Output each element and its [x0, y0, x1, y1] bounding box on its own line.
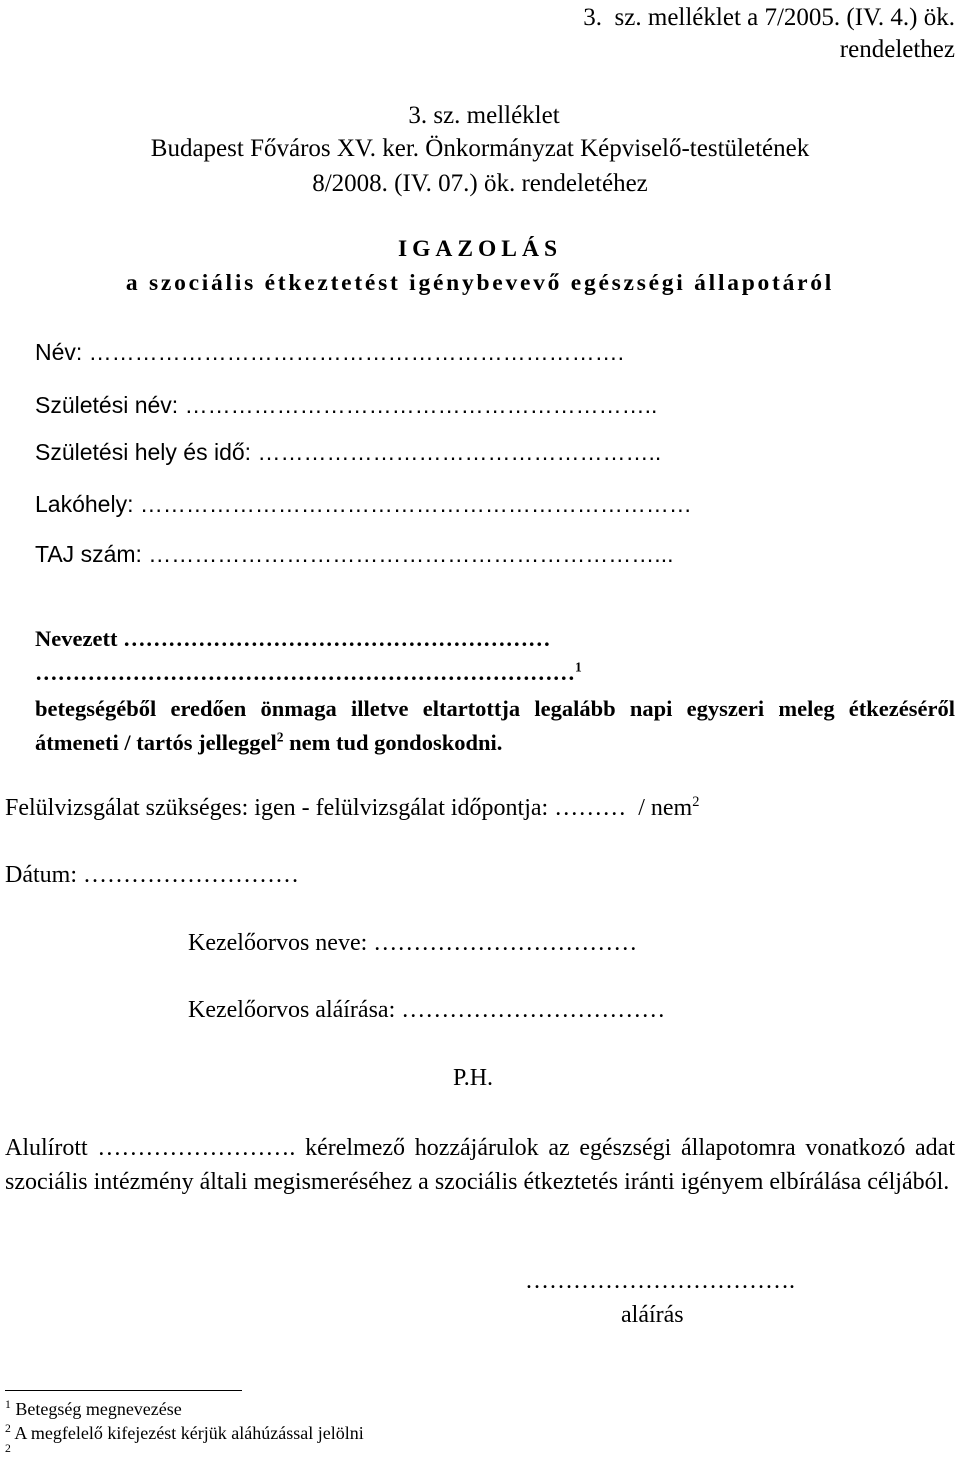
document-subtitle: a szociális étkeztetést igénybevevő egészségi állapotáról	[125, 270, 835, 296]
footnote-2-number: 2	[5, 1422, 11, 1435]
signature-dots: …………………………….	[525, 1268, 795, 1294]
footnote-2	[5, 1424, 364, 1442]
field-taj-number: TAJ szám: …………………………………………………………...	[35, 541, 674, 567]
illness-dots: ………………………………………………………………	[35, 660, 575, 685]
review-text: Felülvizsgálat szükséges: igen - felülvizsgálat időpontja: ……… / nem	[5, 795, 693, 821]
footnote-3-number: 2	[5, 1442, 11, 1455]
statement-text	[35, 692, 955, 760]
annex-issuer: Budapest Főváros XV. ker. Önkormányzat Képviselő-testületének	[150, 135, 810, 162]
footnote-ref-2: 2	[276, 729, 284, 745]
decree-reference-line1: 3. sz. melléklet a 7/2005. (IV. 4.) ök.	[583, 4, 955, 31]
field-birth-place-date: Születési hely és idő: ……………………………………………..	[35, 439, 662, 465]
decree-reference-line2: rendelethez	[839, 36, 955, 63]
review-footnote-ref: 2	[692, 794, 700, 810]
doctor-name-line: Kezelőorvos neve: ……………………………	[188, 930, 638, 956]
statement-part2: nem tud gondoskodni.	[283, 730, 503, 755]
footnote-ref-1: 1	[575, 659, 582, 675]
signature-label: aláírás	[621, 1302, 684, 1328]
footnote-3	[5, 1444, 11, 1462]
footnote-separator	[5, 1390, 242, 1391]
date-line: Dátum: ………………………	[5, 862, 299, 888]
annex-decree: 8/2008. (IV. 07.) ök. rendeletéhez	[312, 170, 648, 197]
footnote-1-text: Betegség megnevezése	[10, 1399, 182, 1419]
consent-text: Alulírott ……………………. kérelmező hozzájárulok az egészségi állapotomra vonatkozó adat szociális intézmény általi megismeréséhez a szociális étkeztetés iránti igényem elbírálása céljából.	[5, 1135, 955, 1195]
footnote-1	[5, 1400, 182, 1418]
review-line	[5, 796, 699, 820]
annex-title: 3. sz. melléklet	[408, 102, 560, 129]
named-person-line: Nevezett …………………………………………………	[35, 626, 551, 651]
footnote-2-text: A megfelelő kifejezést kérjük aláhúzással jelölni	[10, 1423, 364, 1443]
document-title: IGAZOLÁS	[397, 236, 563, 262]
field-name: Név: …………………………………………………………….	[35, 339, 625, 365]
field-birth-name: Születési név: ……………………………………………………..	[35, 392, 658, 418]
illness-dots-line	[35, 659, 582, 685]
footnote-1-number: 1	[5, 1398, 11, 1411]
doctor-signature-line: Kezelőorvos aláírása: ……………………………	[188, 997, 666, 1023]
statement-part1: betegségéből eredően önmaga illetve eltartottja legalább napi egyszeri meleg étkezéséről átmeneti / tartós jelleggel	[35, 696, 955, 755]
field-residence: Lakóhely: ………………………………………………………………	[35, 491, 692, 517]
stamp-label: P.H.	[453, 1065, 494, 1091]
